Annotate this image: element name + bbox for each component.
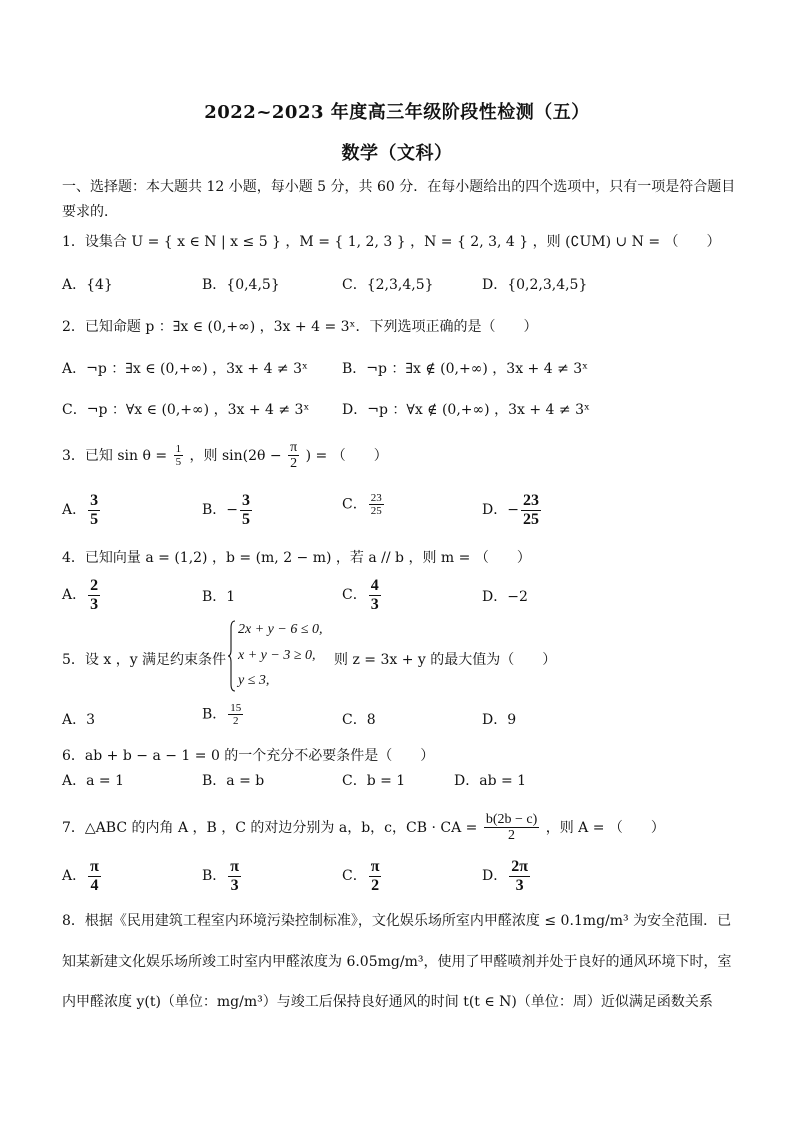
q7-option-a[interactable]: A． $\frac{\pi}{4}$ [62,858,99,894]
q4-option-d[interactable]: D．−2 [482,589,528,605]
q5-option-d[interactable]: D．9 [482,712,517,728]
q5-option-b[interactable]: B． $\frac{15}{2}$ [202,702,242,728]
question-7-stem: 7．△ABC 的内角 A ，B ，C 的对边分别为 a，b，c，CB · CA = $\frac{b(2b - c)}{2}$ ，则 A = （ ） [62,812,665,844]
q1-option-c[interactable]: C．{2,3,4,5} [342,277,434,293]
q5-constraint-3: y ≤ 3, [238,673,270,688]
question-6-stem: 6．ab + b − a − 1 = 0 的一个充分不必要条件是（ ） [62,748,435,764]
q4-option-c[interactable]: C． $\frac{4}{3}$ [342,577,379,613]
q5-option-c[interactable]: C．8 [342,712,376,728]
q1-option-b[interactable]: B．{0,4,5} [202,277,280,293]
question-3-stem: 3．已知 sin θ = $\frac{1}{5}$ ，则 sin(2θ − $\frac{\pi}{2}$ ) = （ ） [62,440,388,472]
question-8-line-2: 知某新建文化娱乐场所竣工时室内甲醛浓度为 6.05mg/m³，使用了甲醛喷剂并处于良好的通风环境下时，室 [62,954,732,970]
question-5-stem-b: 则 z = 3x + y 的最大值为（ ） [334,652,557,668]
q5-constraint-1: 2x + y − 6 ≤ 0, [238,622,323,637]
q3-option-c[interactable]: C． $\frac{23}{25}$ [342,492,382,518]
q2-option-d[interactable]: D．¬p ：∀x ∉ (0,+∞) ，3x + 4 ≠ 3ˣ [342,402,590,418]
q7-option-c[interactable]: C． $\frac{\pi}{2}$ [342,858,380,894]
q3-option-b[interactable]: B．− $\frac{3}{5}$ [202,492,251,528]
q6-option-b[interactable]: B．a = b [202,773,265,789]
question-5-stem-a: 5．设 x ，y 满足约束条件 [62,652,227,668]
q5-constraint-2: x + y − 3 ≥ 0, [238,648,316,663]
question-4-stem: 4．已知向量 a = (1,2) ，b = (m, 2 − m) ，若 a // b ，则 m = （ ） [62,550,531,566]
q3-stem-fraction-pi: $\frac{\pi}{2}$ [290,440,298,472]
q5-system-brace [228,620,236,692]
section-instruction-line1: 一、选择题：本大题共 12 小题，每小题 5 分，共 60 分．在每小题给出的四个选项中，只有一项是符合题目 [62,179,736,195]
question-8-line-3: 内甲醛浓度 y(t)（单位：mg/m³）与竣工后保持良好通风的时间 t(t ∈ N)（单位：周）近似满足函数关系 [62,994,713,1010]
q4-option-a[interactable]: A． $\frac{2}{3}$ [62,577,99,613]
exam-subtitle: 数学（文科） [341,143,453,164]
q3-option-a[interactable]: A． $\frac{3}{5}$ [62,492,99,528]
q6-option-c[interactable]: C．b = 1 [342,773,406,789]
q2-option-b[interactable]: B．¬p ：∃x ∉ (0,+∞) ，3x + 4 ≠ 3ˣ [342,361,589,377]
q2-option-a[interactable]: A．¬p ：∃x ∈ (0,+∞) ，3x + 4 ≠ 3ˣ [62,361,308,377]
q2-option-c[interactable]: C．¬p ：∀x ∈ (0,+∞) ，3x + 4 ≠ 3ˣ [62,402,310,418]
q7-option-b[interactable]: B． $\frac{\pi}{3}$ [202,858,240,894]
q1-option-a[interactable]: A．{4} [62,277,113,293]
section-instruction-line2: 要求的． [62,204,118,220]
q7-stem-fraction: $\frac{b(2b - c)}{2}$ [485,812,538,844]
q3-option-d[interactable]: D．− $\frac{23}{25}$ [482,492,539,528]
q6-option-a[interactable]: A．a = 1 [62,773,124,789]
question-8-line-1: 8．根据《民用建筑工程室内环境污染控制标准》，文化娱乐场所室内甲醛浓度 ≤ 0.1mg/m³ 为安全范围．已 [62,913,732,929]
question-1-stem: 1．设集合 U = { x ∈ N | x ≤ 5 } ，M = { 1, 2, 3 } ，N = { 2, 3, 4 } ，则 (∁UM) ∪ N = （ ） [62,234,721,250]
q6-option-d[interactable]: D．ab = 1 [454,773,527,789]
q5-option-a[interactable]: A．3 [62,712,96,728]
q4-option-b[interactable]: B．1 [202,589,236,605]
exam-title: 2022~2023 年度高三年级阶段性检测（五） [204,102,590,123]
q1-option-d[interactable]: D．{0,2,3,4,5} [482,277,588,293]
question-2-stem: 2．已知命题 p ：∃x ∈ (0,+∞) ，3x + 4 = 3ˣ．下列选项正确的是（ ） [62,319,538,335]
q7-option-d[interactable]: D． $\frac{2\pi}{3}$ [482,858,528,894]
q3-stem-fraction: $\frac{1}{5}$ [175,443,182,469]
